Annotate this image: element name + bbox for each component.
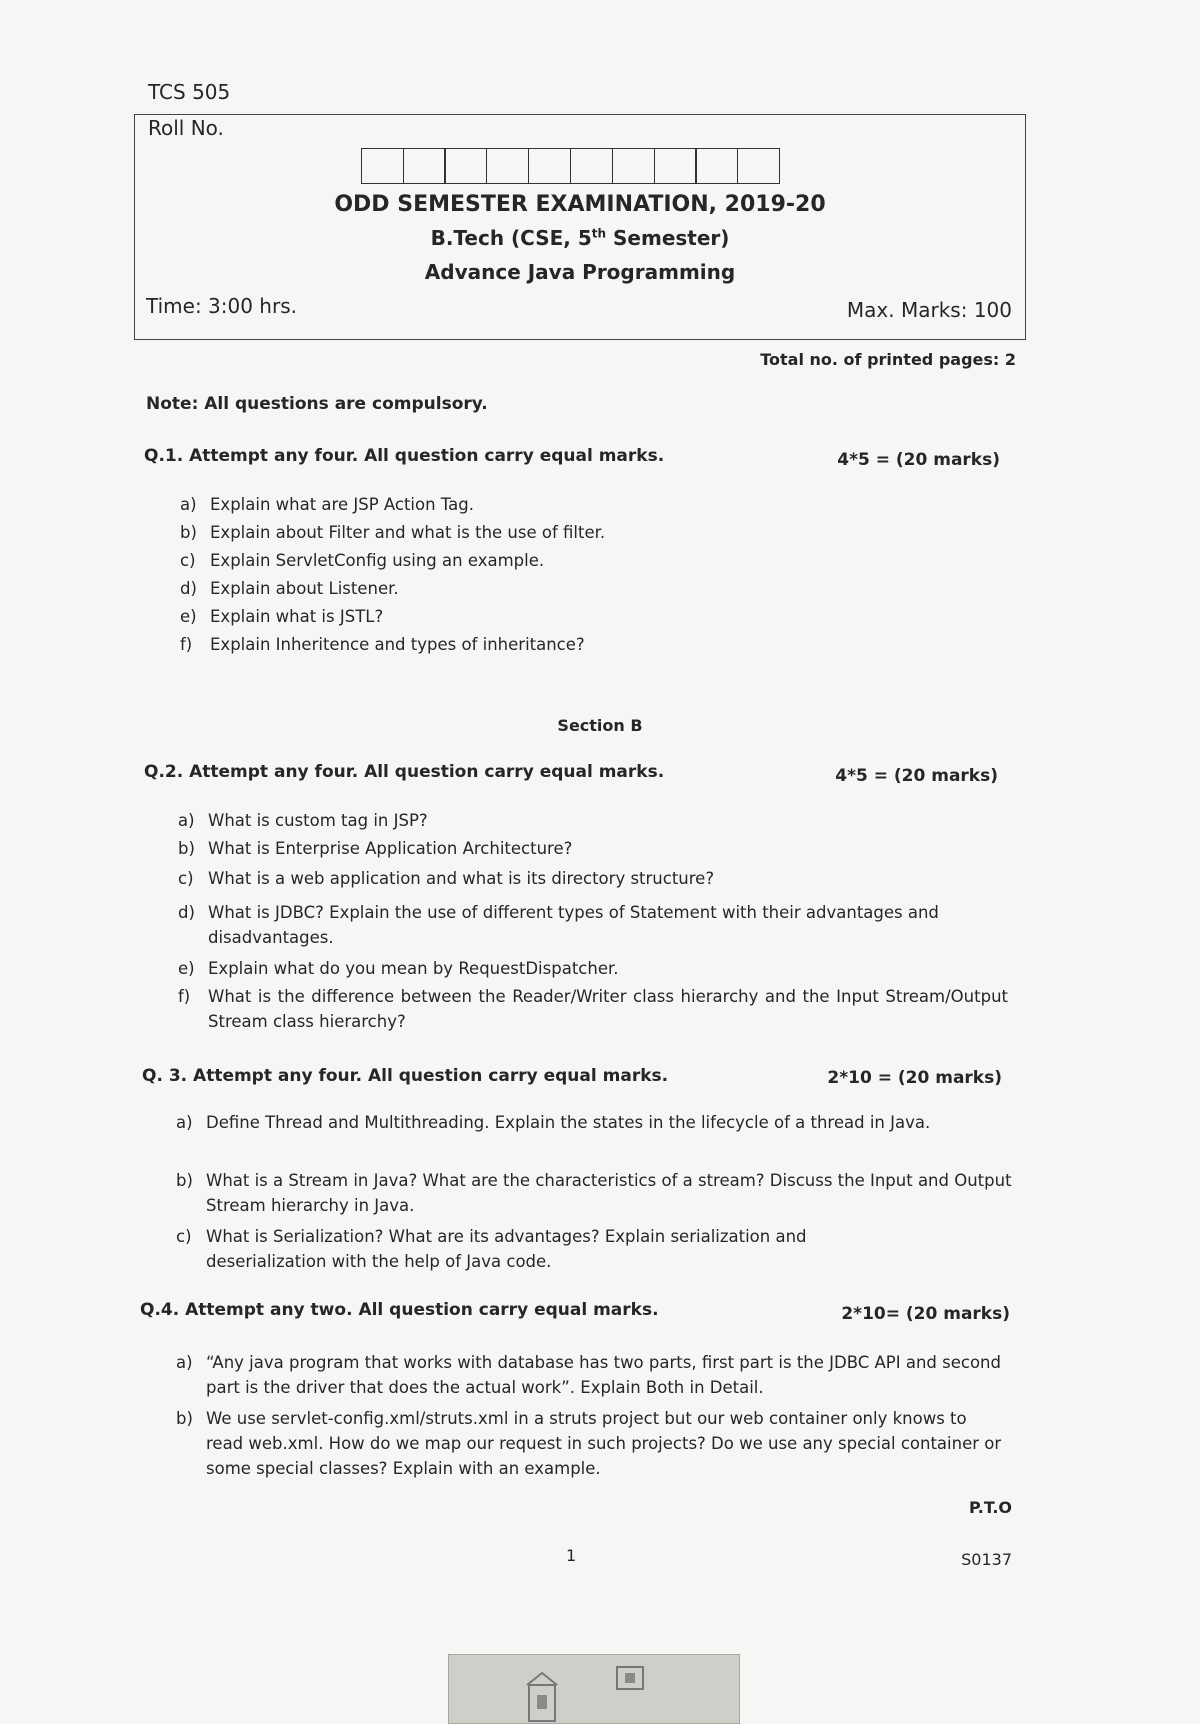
page-number: 1	[566, 1546, 577, 1565]
item-letter: c)	[180, 551, 196, 570]
item-letter: e)	[178, 959, 195, 978]
program-prefix: B.Tech (CSE, 5	[430, 226, 592, 250]
question-1-heading: Q.1. Attempt any four. All question carry equal marks.	[144, 446, 665, 466]
program-suffix: Semester)	[606, 226, 730, 250]
stamp-strip	[448, 1654, 740, 1724]
exam-title: ODD SEMESTER EXAMINATION, 2019-20	[334, 192, 826, 217]
item-letter: a)	[176, 1113, 193, 1132]
item-text: What is a Stream in Java? What are the characteristics of a stream? Discuss the Input and Output Stream hierarchy in Java.	[206, 1171, 1012, 1215]
item-text: “Any java program that works with database has two parts, first part is the JDBC API and second part is the driver that does the actual work”. Explain Both in Detail.	[206, 1353, 1001, 1397]
question-2-marks: 4*5 = (20 marks)	[835, 766, 998, 786]
item-letter: b)	[176, 1171, 193, 1190]
item-letter: a)	[180, 495, 197, 514]
item-letter: a)	[178, 811, 195, 830]
item-text: We use servlet-config.xml/struts.xml in a struts project but our web container only knows to read web.xml. How do we map our request in such projects? Do we use any special container or some special classes? Explain with an example.	[206, 1409, 1002, 1478]
item-letter: b)	[178, 839, 195, 858]
item-text: Explain what is JSTL?	[210, 607, 384, 626]
program-superscript: th	[591, 226, 607, 241]
roll-number-grid	[362, 148, 780, 184]
tower-icon	[525, 1669, 559, 1723]
question-3-heading: Q. 3. Attempt any four. All question carry equal marks.	[142, 1066, 669, 1086]
item-letter: d)	[178, 903, 195, 922]
please-turn-over: P.T.O	[968, 1498, 1012, 1517]
item-text: Explain Inheritence and types of inheritance?	[210, 635, 585, 654]
item-text: What is Serialization? What are its advantages? Explain serialization and deserialization with the help of Java code.	[206, 1227, 807, 1271]
program-line	[134, 226, 1026, 250]
section-b-heading: Section B	[557, 716, 643, 735]
exam-time: Time: 3:00 hrs.	[146, 294, 297, 318]
box-icon	[615, 1665, 645, 1691]
instruction-note: Note: All questions are compulsory.	[146, 394, 488, 414]
item-letter: b)	[176, 1409, 193, 1428]
item-text: Explain what do you mean by RequestDispatcher.	[208, 959, 619, 978]
paper-code: S0137	[961, 1550, 1012, 1569]
item-text: Explain ServletConfig using an example.	[210, 551, 545, 570]
item-letter: d)	[180, 579, 197, 598]
question-1-marks: 4*5 = (20 marks)	[837, 450, 1000, 470]
roll-number-cell	[570, 148, 613, 184]
item-text: Explain about Filter and what is the use of filter.	[210, 523, 606, 542]
total-printed-pages: Total no. of printed pages: 2	[760, 350, 1016, 369]
roll-number-cell	[654, 148, 697, 184]
subject-title: Advance Java Programming	[424, 260, 736, 284]
item-letter: f)	[178, 987, 191, 1006]
item-text: Explain about Listener.	[210, 579, 399, 598]
question-4-heading: Q.4. Attempt any two. All question carry equal marks.	[140, 1300, 659, 1320]
roll-number-cell	[403, 148, 446, 184]
roll-number-cell	[361, 148, 404, 184]
item-text: What is the difference between the Reader/Writer class hierarchy and the Input Stream/Output Stream class hierarchy?	[208, 987, 1008, 1031]
item-text: Explain what are JSP Action Tag.	[210, 495, 474, 514]
roll-number-cell	[612, 148, 655, 184]
item-text: What is JDBC? Explain the use of different types of Statement with their advantages and disadvantages.	[208, 903, 939, 947]
max-marks: Max. Marks: 100	[846, 298, 1012, 322]
item-letter: b)	[180, 523, 197, 542]
question-3-marks: 2*10 = (20 marks)	[827, 1068, 1002, 1088]
roll-number-cell	[486, 148, 529, 184]
roll-number-cell	[444, 148, 487, 184]
course-code: TCS 505	[148, 80, 231, 104]
roll-number-cell	[528, 148, 571, 184]
question-4-marks: 2*10= (20 marks)	[841, 1304, 1010, 1324]
item-text: What is a web application and what is its directory structure?	[208, 869, 715, 888]
roll-number-cell	[695, 148, 738, 184]
question-2-heading: Q.2. Attempt any four. All question carry equal marks.	[144, 762, 665, 782]
item-letter: e)	[180, 607, 197, 626]
item-text: What is Enterprise Application Architecture?	[208, 839, 573, 858]
roll-number-cell	[737, 148, 780, 184]
item-letter: c)	[178, 869, 194, 888]
item-letter: a)	[176, 1353, 193, 1372]
roll-number-label: Roll No.	[148, 116, 224, 140]
item-text: What is custom tag in JSP?	[208, 811, 428, 830]
item-text: Define Thread and Multithreading. Explain the states in the lifecycle of a thread in Java.	[206, 1113, 931, 1132]
item-letter: c)	[176, 1227, 192, 1246]
item-letter: f)	[180, 635, 193, 654]
